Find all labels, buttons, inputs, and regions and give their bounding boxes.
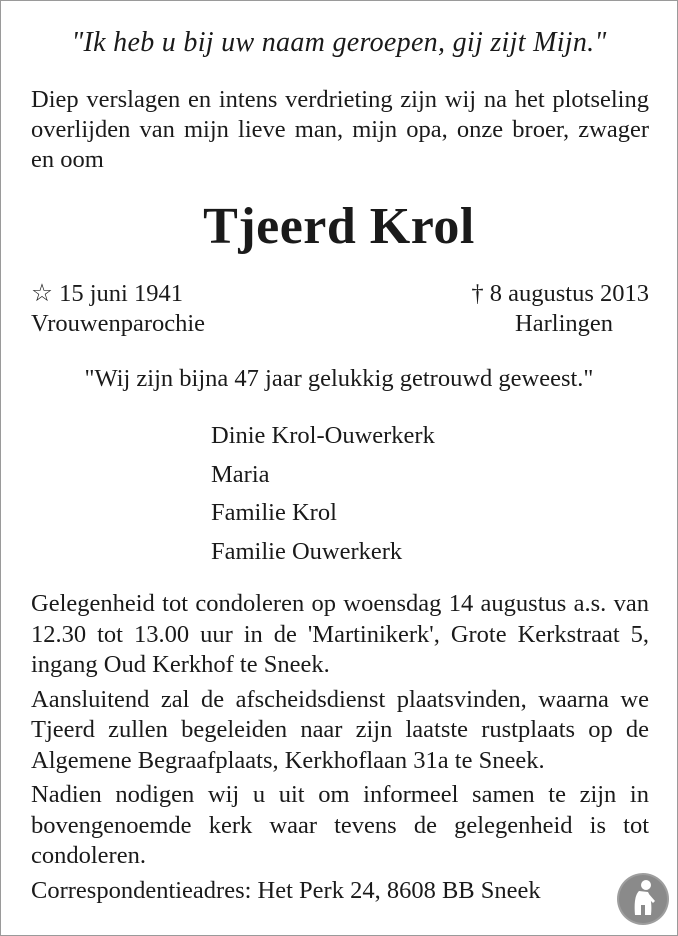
death-date: 8 augustus 2013: [489, 280, 649, 307]
birth-date: 15 juni 1941: [59, 280, 183, 307]
death-info: [471, 279, 649, 339]
mourner-name: Dinie Krol-Ouwerkerk: [211, 422, 435, 449]
death-cross-icon: †: [471, 280, 484, 307]
service-paragraph: Aansluitend zal de afscheidsdienst plaatsvinden, waarna we Tjeerd zullen begeleiden naar zijn laatste rustplaats op de Algemene Begraafplaats, Kerkhoflaan 31a te Sneek.: [31, 685, 649, 774]
opening-quote: "Ik heb u bij uw naam geroepen, gij zijt Mijn.": [71, 27, 607, 58]
mourner-name: Maria: [211, 460, 270, 488]
mourners-list: [211, 417, 435, 571]
death-place: Harlingen: [515, 310, 613, 337]
mourner-name: Familie Krol: [211, 499, 337, 526]
intro-text: Diep verslagen en intens verdrieting zijn wij na het plotseling overlijden van mijn lieve man, mijn opa, onze broer, zwager en oom: [31, 86, 649, 173]
details-text: [31, 589, 649, 910]
deceased-name: Tjeerd Krol: [203, 198, 475, 255]
condolence-paragraph: Gelegenheid tot condoleren op woensdag 14 augustus a.s. van 12.30 tot 13.00 uur in de 'Martinikerk', Grote Kerkstraat 5, ingang Oud Kerkhof te Sneek.: [31, 590, 649, 678]
mourning-figure-icon: [615, 871, 671, 927]
marriage-quote: "Wij zijn bijna 47 jaar gelukkig getrouwd geweest.": [84, 365, 594, 392]
birth-place: Vrouwenparochie: [31, 310, 206, 337]
correspondence-address: Correspondentieadres: Het Perk 24, 8608 BB Sneek: [31, 876, 541, 904]
mourner-name: Familie Ouwerkerk: [211, 537, 403, 565]
invitation-paragraph: Nadien nodigen wij u uit om informeel samen te zijn in bovengenoemde kerk waar tevens de gelegenheid is tot condoleren.: [31, 781, 649, 869]
birth-info: [31, 279, 205, 339]
birth-star-icon: ☆: [31, 280, 53, 307]
